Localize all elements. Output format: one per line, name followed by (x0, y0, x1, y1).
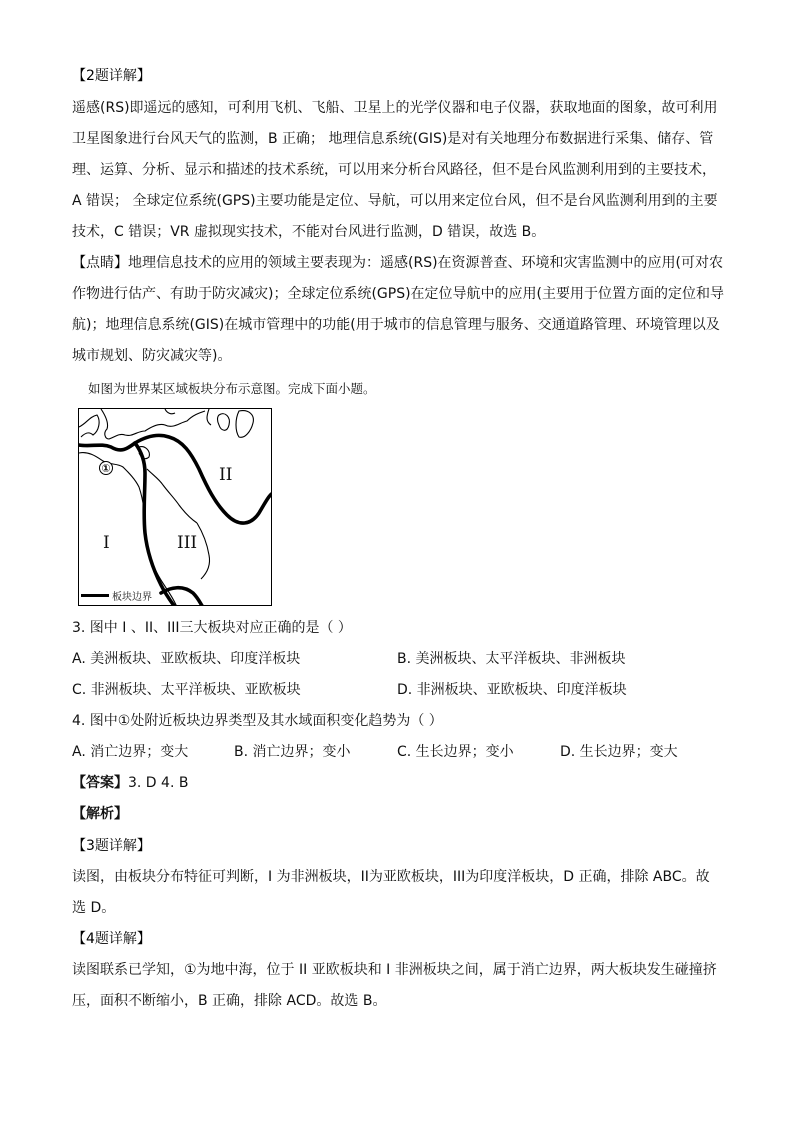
pointer-line: 作物进行估产、有助于防灾减灾)；全球定位系统(GPS)在定位导航中的应用(主要用于位置方面的定位和导 (72, 286, 725, 302)
q3-option-a: A. 美洲板块、亚欧板块、印度洋板块 (72, 651, 301, 667)
q2-detail-line: A 错误； 全球定位系统(GPS)主要功能是定位、导航，可以用来定位台风，但不是台风监测利用到的主要 (72, 193, 718, 209)
map-legend (81, 588, 152, 603)
q4-option-c: C. 生长边界；变小 (397, 744, 514, 760)
q4-option-a: A. 消亡边界；变大 (72, 744, 189, 760)
q3-option-b: B. 美洲板块、太平洋板块、非洲板块 (397, 651, 626, 667)
answer-value: 3. D 4. B (128, 775, 189, 791)
q3-option-d: D. 非洲板块、亚欧板块、印度洋板块 (397, 682, 627, 698)
q2-detail-line: 理、运算、分析、显示和描述的技术系统，可以用来分析台风路径，但不是台风监测利用到的主要技术， (72, 162, 716, 178)
q3-stem: 3. 图中 I 、II、III三大板块对应正确的是（ ） (72, 620, 352, 636)
analysis-header: 【解析】 (72, 806, 128, 822)
q3-detail-header: 【3题详解】 (72, 838, 151, 854)
q3-option-c: C. 非洲板块、太平洋板块、亚欧板块 (72, 682, 301, 698)
legend-label: 板块边界 (112, 592, 152, 603)
answer-line (72, 773, 188, 793)
q4-option-b: B. 消亡边界；变小 (234, 744, 351, 760)
plate-map-drawing (79, 409, 272, 606)
q4-detail-line: 读图联系已学知，①为地中海，位于 II 亚欧板块和 I 非洲板块之间，属于消亡边界，两大板块发生碰撞挤 (72, 962, 717, 978)
label-plate-II: II (219, 465, 233, 485)
answer-label: 【答案】 (72, 775, 128, 791)
q2-detail-header: 【2题详解】 (72, 68, 151, 84)
q2-detail-line: 遥感(RS)即遥远的感知，可利用飞机、飞船、卫星上的光学仪器和电子仪器，获取地面的图象，故可利用 (72, 100, 718, 116)
pointer-text: 地理信息技术的应用的领域主要表现为：遥感(RS)在资源普查、环境和灾害监测中的应用(可对农 (128, 255, 723, 271)
label-plate-I: I (103, 533, 110, 553)
label-plate-III: III (177, 533, 198, 553)
label-site-1: ① (99, 461, 113, 475)
pointer-header: 【点睛】 (72, 255, 128, 271)
question-intro: 如图为世界某区域板块分布示意图。完成下面小题。 (88, 381, 376, 396)
q3-detail-line: 选 D。 (72, 900, 116, 916)
q4-detail-line: 压，面积不断缩小，B 正确，排除 ACD。故选 B。 (72, 993, 387, 1009)
plate-map-figure (78, 408, 272, 606)
q4-option-d: D. 生长边界；变大 (560, 744, 678, 760)
pointer-line-first (72, 253, 723, 273)
q4-stem: 4. 图中①处附近板块边界类型及其水域面积变化趋势为（ ） (72, 713, 443, 729)
q2-detail-line: 技术，C 错误；VR 虚拟现实技术，不能对台风进行监测，D 错误，故选 B。 (72, 224, 546, 240)
q4-detail-header: 【4题详解】 (72, 931, 151, 947)
q3-detail-line: 读图，由板块分布特征可判断，I 为非洲板块，II为亚欧板块，III为印度洋板块，D 正确，排除 ABC。故 (72, 869, 710, 885)
pointer-line: 航)；地理信息系统(GIS)在城市管理中的功能(用于城市的信息管理与服务、交通道路管理、环境管理以及 (72, 317, 720, 333)
pointer-line: 城市规划、防灾减灾等)。 (72, 348, 232, 364)
boundary-legend-swatch (81, 594, 109, 597)
q2-detail-line: 卫星图象进行台风天气的监测，B 正确； 地理信息系统(GIS)是对有关地理分布数据进行采集、储存、管 (72, 131, 714, 147)
